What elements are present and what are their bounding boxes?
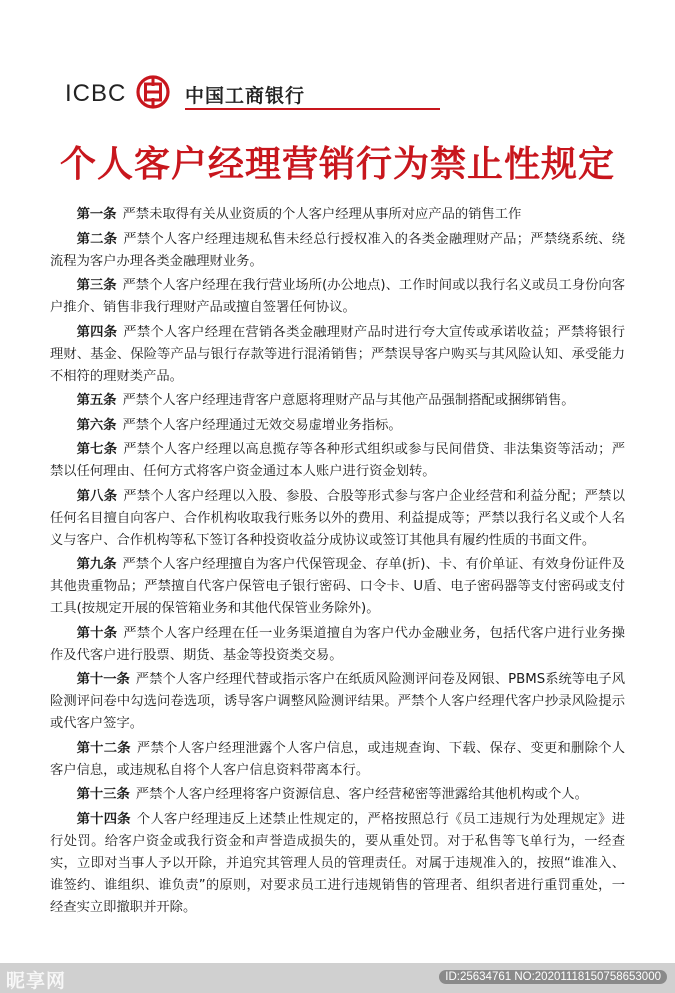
- clause-text: 严禁个人客户经理代替或指示客户在纸质风险测评问卷及网银、PBMS系统等电子风险测评问卷中勾选问卷选项，诱导客户调整风险测评结果。严禁个人客户经理代客户抄录风险提示或代客户签字。: [50, 672, 625, 731]
- clause-list: [50, 204, 625, 921]
- bank-name: 中国工商银行: [185, 85, 306, 107]
- clause-item: [50, 669, 625, 735]
- clause-number: 第八条: [76, 488, 118, 504]
- clause-item: [50, 623, 625, 667]
- clause-item: [50, 390, 625, 412]
- clause-number: 第五条: [76, 393, 117, 408]
- clause-text: 严禁未取得有关从业资质的个人客户经理从事所对应产品的销售工作: [122, 207, 522, 222]
- clause-number: 第十二条: [76, 740, 131, 756]
- clause-number: 第二条: [76, 231, 118, 247]
- clause-number: 第十三条: [76, 787, 130, 802]
- clause-item: [50, 486, 625, 552]
- clause-item: [50, 784, 625, 806]
- clause-text: 个人客户经理违反上述禁止性规定的，严格按照总行《员工违规行为处理规定》进行处罚。给客户资金或我行资金和声誉造成损失的，要从重处罚。对于私售等飞单行为，一经查实，立即对当事人予以开除，并追究其管理人员的管理责任。对属于违规准入的，按照“谁准入、谁签约、谁组织、谁负责”的原则，对要求员工进行违规销售的管理者、组织者进行重罚重处，一经查实立即撤职并开除。: [50, 811, 626, 915]
- watermark-bar: [0, 963, 675, 993]
- clause-text: 严禁个人客户经理擅自为客户代保管现金、存单(折)、卡、有价单证、有效身份证件及其他贵重物品；严禁擅自代客户保管电子银行密码、口令卡、U盾、电子密码器等支付密码或支付工具(按规定开展的保管箱业务和其他代保管业务除外)。: [50, 557, 626, 616]
- clause-item: [50, 229, 625, 273]
- clause-number: 第一条: [76, 207, 117, 222]
- clause-text: 严禁个人客户经理在任一业务渠道擅自为客户代办金融业务，包括代客户进行业务操作及代客户进行股票、期货、基金等投资类交易。: [50, 625, 626, 663]
- clause-text: 严禁个人客户经理违规私售未经总行授权准入的各类金融理财产品；严禁绕系统、绕流程为客户办理各类金融理财业务。: [50, 231, 626, 269]
- clause-text: 严禁个人客户经理违背客户意愿将理财产品与其他产品强制搭配或捆绑销售。: [122, 393, 575, 408]
- clause-number: 第六条: [76, 417, 117, 433]
- clause-number: 第三条: [76, 278, 117, 293]
- clause-item: [50, 554, 625, 620]
- bank-header: [65, 74, 440, 114]
- clause-text: 严禁个人客户经理以高息揽存等各种形式组织或参与民间借贷、非法集资等活动；严禁以任何理由、任何方式将客户资金通过本人账户进行资金划转。: [50, 442, 626, 479]
- page-title: 个人客户经理营销行为禁止性规定: [59, 144, 615, 185]
- clause-text: 严禁个人客户经理在营销各类金融理财产品时进行夸大宣传或承诺收益；严禁将银行理财、基金、保险等产品与银行存款等进行混淆销售；严禁误导客户购买与其风险认知、承受能力不相符的理财类产品。: [50, 324, 626, 384]
- clause-item: [50, 809, 625, 919]
- icbc-wordmark: ICBC: [65, 80, 127, 107]
- clause-number: 第十一条: [76, 672, 130, 687]
- clause-item: [50, 322, 625, 388]
- clause-item: [50, 415, 625, 437]
- header-divider: [185, 108, 440, 110]
- watermark-logo: 昵享网: [6, 970, 67, 992]
- clause-number: 第十四条: [76, 811, 131, 827]
- clause-item: [50, 204, 625, 226]
- clause-number: 第九条: [76, 557, 117, 572]
- clause-number: 第七条: [76, 442, 118, 457]
- clause-text: 严禁个人客户经理通过无效交易虚增业务指标。: [122, 417, 402, 433]
- clause-number: 第十条: [76, 625, 118, 641]
- clause-text: 严禁个人客户经理在我行营业场所(办公地点)、工作时间或以我行名义或员工身份向客户推介、销售非我行理财产品或擅自签署任何协议。: [50, 278, 626, 315]
- clause-text: 严禁个人客户经理泄露个人客户信息，或违规查询、下载、保存、变更和删除个人客户信息，或违规私自将个人客户信息资料带离本行。: [50, 740, 626, 778]
- clause-item: [50, 439, 625, 483]
- clause-item: [50, 275, 625, 319]
- clause-number: 第四条: [76, 324, 118, 340]
- clause-text: 严禁个人客户经理以入股、参股、合股等形式参与客户企业经营和利益分配；严禁以任何名目擅自向客户、合作机构收取我行账务以外的费用、利益提成等；严禁以我行名义或个人名义与客户、合作机构等私下签订各种投资收益分成协议或签订其他具有履约性质的书面文件。: [50, 488, 626, 548]
- clause-item: [50, 738, 625, 782]
- watermark-id: ID:25634761 NO:20201118150758653000: [439, 970, 667, 984]
- clause-text: 严禁个人客户经理将客户资源信息、客户经营秘密等泄露给其他机构或个人。: [135, 787, 588, 802]
- icbc-logo-icon: [136, 75, 170, 109]
